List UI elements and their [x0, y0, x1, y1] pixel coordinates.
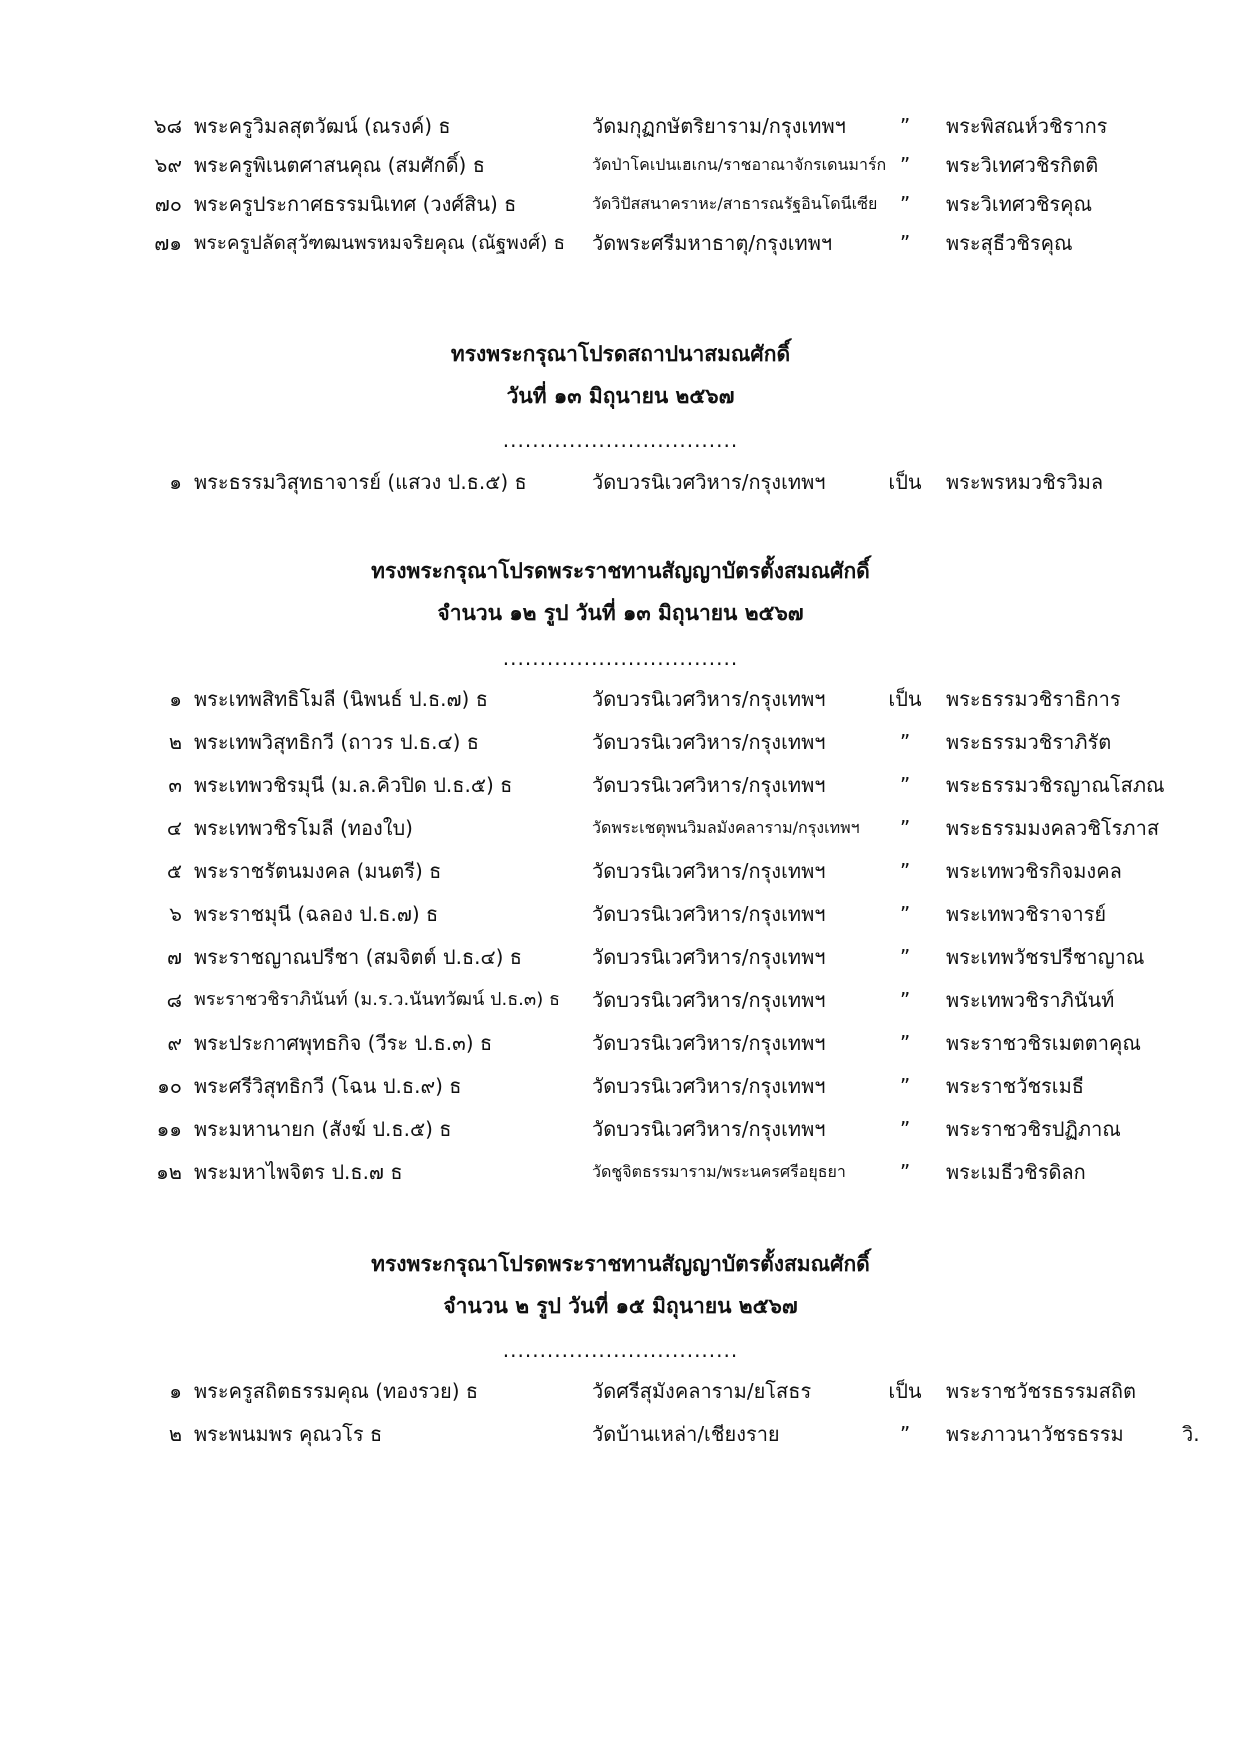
monk-name: พระเทพวิสุทธิกวี (ถาวร ป.ธ.๔) ธ [194, 730, 479, 754]
connector: ” [899, 773, 911, 797]
list-item [0, 1109, 1241, 1149]
item-number: ๑๑ [156, 1117, 182, 1141]
item-number: ๑๐ [157, 1074, 182, 1098]
list-item [0, 223, 1241, 263]
connector: ” [899, 945, 911, 969]
section-date: จำนวน ๒ รูป วันที่ ๑๕ มิถุนายน ๒๕๖๗ [443, 1294, 798, 1318]
list-item [0, 184, 1241, 224]
item-number: ๑ [169, 470, 182, 494]
list-item [0, 851, 1241, 891]
section-date: จำนวน ๑๒ รูป วันที่ ๑๓ มิถุนายน ๒๕๖๗ [437, 601, 804, 625]
monk-name: พระครูสถิตธรรมคุณ (ทองรวย) ธ [194, 1379, 479, 1403]
list-item [0, 679, 1241, 719]
connector: ” [899, 988, 911, 1012]
monk-name: พระราชรัตนมงคล (มนตรี) ธ [194, 859, 442, 883]
item-number: ๗ [166, 945, 182, 969]
new-title: พระราชวัชรเมธี [946, 1074, 1084, 1098]
connector: เป็น [888, 470, 922, 494]
temple-name: วัดศรีสุมังคลาราม/ยโสธร [592, 1379, 812, 1403]
item-number: ๑ [169, 1379, 182, 1403]
temple-name: วัดชูจิตธรรมาราม/พระนครศรีอยุธยา [592, 1162, 846, 1181]
list-item [0, 145, 1241, 185]
list-item [0, 980, 1241, 1020]
monk-name: พระเทพวชิรมุนี (ม.ล.คิวปิด ป.ธ.๕) ธ [194, 773, 513, 797]
section-heading: ทรงพระกรุณาโปรดพระราชทานสัญญาบัตรตั้งสมณศักดิ์ [371, 1252, 870, 1276]
list-item [0, 722, 1241, 762]
new-title: พระวิเทศวชิรกิตติ [946, 153, 1099, 177]
connector: ” [899, 859, 911, 883]
trailing-note: วิ. [1182, 1422, 1200, 1446]
temple-name: วัดมกุฏกษัตริยาราม/กรุงเทพฯ [592, 114, 846, 138]
temple-name: วัดบวรนิเวศวิหาร/กรุงเทพฯ [592, 773, 826, 797]
connector: ” [899, 816, 911, 840]
monk-name: พระมหานายก (สังฆ์ ป.ธ.๕) ธ [194, 1117, 452, 1141]
list-item [0, 765, 1241, 805]
new-title: พระสุธีวชิรคุณ [946, 231, 1073, 255]
list-item [0, 1152, 1241, 1192]
item-number: ๔ [166, 816, 182, 840]
temple-name: วัดบวรนิเวศวิหาร/กรุงเทพฯ [592, 730, 826, 754]
connector: ” [899, 902, 911, 926]
list-item [0, 1023, 1241, 1063]
temple-name: วัดพระเชตุพนวิมลมังคลาราม/กรุงเทพฯ [592, 818, 860, 837]
list-item [0, 894, 1241, 934]
temple-name: วัดป่าโคเปนเฮเกน/ราชอาณาจักรเดนมาร์ก [592, 155, 887, 174]
new-title: พระธรรมมงคลวชิโรภาส [946, 816, 1160, 840]
monk-name: พระครูปลัดสุวัฑฒนพรหมจริยคุณ (ณัฐพงศ์) ธ [194, 232, 566, 254]
item-number: ๑๒ [156, 1160, 182, 1184]
list-item [0, 1066, 1241, 1106]
separator: ................................ [502, 646, 739, 670]
monk-name: พระครูวิมลสุตวัฒน์ (ณรงค์) ธ [194, 114, 451, 138]
new-title: พระพิสณห์วชิรากร [946, 114, 1108, 138]
separator: ................................ [502, 1338, 739, 1362]
new-title: พระเมธีวชิรดิลก [946, 1160, 1086, 1184]
new-title: พระเทพวชิรกิจมงคล [946, 859, 1122, 883]
new-title: พระวิเทศวชิรคุณ [946, 192, 1093, 216]
list-item [0, 1414, 1241, 1454]
new-title: พระธรรมวชิรญาณโสภณ [946, 773, 1165, 797]
connector: ” [899, 1160, 911, 1184]
temple-name: วัดบวรนิเวศวิหาร/กรุงเทพฯ [592, 1031, 826, 1055]
new-title: พระเทพวัชรปรีชาญาณ [946, 945, 1145, 969]
section-heading: ทรงพระกรุณาโปรดสถาปนาสมณศักดิ์ [450, 342, 791, 366]
connector: ” [899, 153, 911, 177]
monk-name: พระเทพสิทธิโมลี (นิพนธ์ ป.ธ.๗) ธ [194, 687, 488, 711]
item-number: ๒ [168, 1422, 182, 1446]
new-title: พระราชวัชรธรรมสถิต [946, 1379, 1136, 1403]
monk-name: พระพนมพร คุณวโร ธ [194, 1422, 383, 1446]
connector: เป็น [888, 687, 922, 711]
monk-name: พระครูพิเนตศาสนคุณ (สมศักดิ์) ธ [194, 153, 485, 177]
item-number: ๓ [168, 773, 182, 797]
temple-name: วัดบวรนิเวศวิหาร/กรุงเทพฯ [592, 988, 826, 1012]
new-title: พระเทพวชิราภินันท์ [946, 988, 1115, 1012]
temple-name: วัดบวรนิเวศวิหาร/กรุงเทพฯ [592, 687, 826, 711]
connector: ” [899, 1031, 911, 1055]
temple-name: วัดวิปัสสนาคราหะ/สาธารณรัฐอินโดนีเซีย [592, 194, 878, 213]
new-title: พระราชวชิรปฏิภาณ [946, 1117, 1121, 1141]
monk-name: พระครูประกาศธรรมนิเทศ (วงศ์สิน) ธ [194, 192, 517, 216]
list-item [0, 808, 1241, 848]
connector: ” [899, 114, 911, 138]
new-title: พระภาวนาวัชรธรรม [946, 1422, 1124, 1446]
new-title: พระพรหมวชิรวิมล [946, 470, 1104, 494]
connector: เป็น [888, 1379, 922, 1403]
item-number: ๑ [169, 687, 182, 711]
monk-name: พระราชวชิราภินันท์ (ม.ร.ว.นันทวัฒน์ ป.ธ.๓) ธ [194, 989, 560, 1010]
connector: ” [899, 1422, 911, 1446]
item-number: ๒ [168, 730, 182, 754]
section-date: วันที่ ๑๓ มิถุนายน ๒๕๖๗ [506, 384, 735, 408]
temple-name: วัดบวรนิเวศวิหาร/กรุงเทพฯ [592, 902, 826, 926]
connector: ” [899, 231, 911, 255]
item-number: ๙ [167, 1031, 182, 1055]
monk-name: พระธรรมวิสุทธาจารย์ (แสวง ป.ธ.๕) ธ [194, 470, 527, 494]
new-title: พระราชวชิรเมตตาคุณ [946, 1031, 1141, 1055]
item-number: ๖๙ [154, 153, 182, 177]
list-item [0, 937, 1241, 977]
list-item [0, 462, 1241, 502]
item-number: ๗๑ [154, 231, 182, 255]
monk-name: พระประกาศพุทธกิจ (วีระ ป.ธ.๓) ธ [194, 1031, 493, 1055]
item-number: ๖๘ [153, 114, 182, 138]
temple-name: วัดบวรนิเวศวิหาร/กรุงเทพฯ [592, 859, 826, 883]
temple-name: วัดบ้านเหล่า/เชียงราย [592, 1422, 780, 1446]
separator: ................................ [502, 428, 739, 452]
connector: ” [899, 192, 911, 216]
new-title: พระธรรมวชิราธิการ [946, 687, 1121, 711]
item-number: ๕ [166, 859, 182, 883]
connector: ” [899, 730, 911, 754]
temple-name: วัดบวรนิเวศวิหาร/กรุงเทพฯ [592, 1074, 826, 1098]
item-number: ๖ [169, 902, 182, 926]
temple-name: วัดบวรนิเวศวิหาร/กรุงเทพฯ [592, 1117, 826, 1141]
temple-name: วัดพระศรีมหาธาตุ/กรุงเทพฯ [592, 231, 833, 255]
list-item [0, 106, 1241, 146]
item-number: ๘ [166, 988, 182, 1012]
section-heading: ทรงพระกรุณาโปรดพระราชทานสัญญาบัตรตั้งสมณศักดิ์ [371, 559, 870, 583]
monk-name: พระศรีวิสุทธิกวี (โฉน ป.ธ.๙) ธ [194, 1074, 462, 1098]
monk-name: พระมหาไพจิตร ป.ธ.๗ ธ [194, 1160, 403, 1184]
new-title: พระเทพวชิราจารย์ [946, 902, 1107, 926]
item-number: ๗๐ [154, 192, 182, 216]
temple-name: วัดบวรนิเวศวิหาร/กรุงเทพฯ [592, 470, 826, 494]
connector: ” [899, 1117, 911, 1141]
temple-name: วัดบวรนิเวศวิหาร/กรุงเทพฯ [592, 945, 826, 969]
connector: ” [899, 1074, 911, 1098]
list-item [0, 1371, 1241, 1411]
new-title: พระธรรมวชิราภิรัต [946, 730, 1112, 754]
monk-name: พระเทพวชิรโมลี (ทองใบ) [194, 816, 413, 840]
monk-name: พระราชญาณปรีชา (สมจิตต์ ป.ธ.๔) ธ [194, 945, 523, 969]
monk-name: พระราชมุนี (ฉลอง ป.ธ.๗) ธ [194, 902, 439, 926]
